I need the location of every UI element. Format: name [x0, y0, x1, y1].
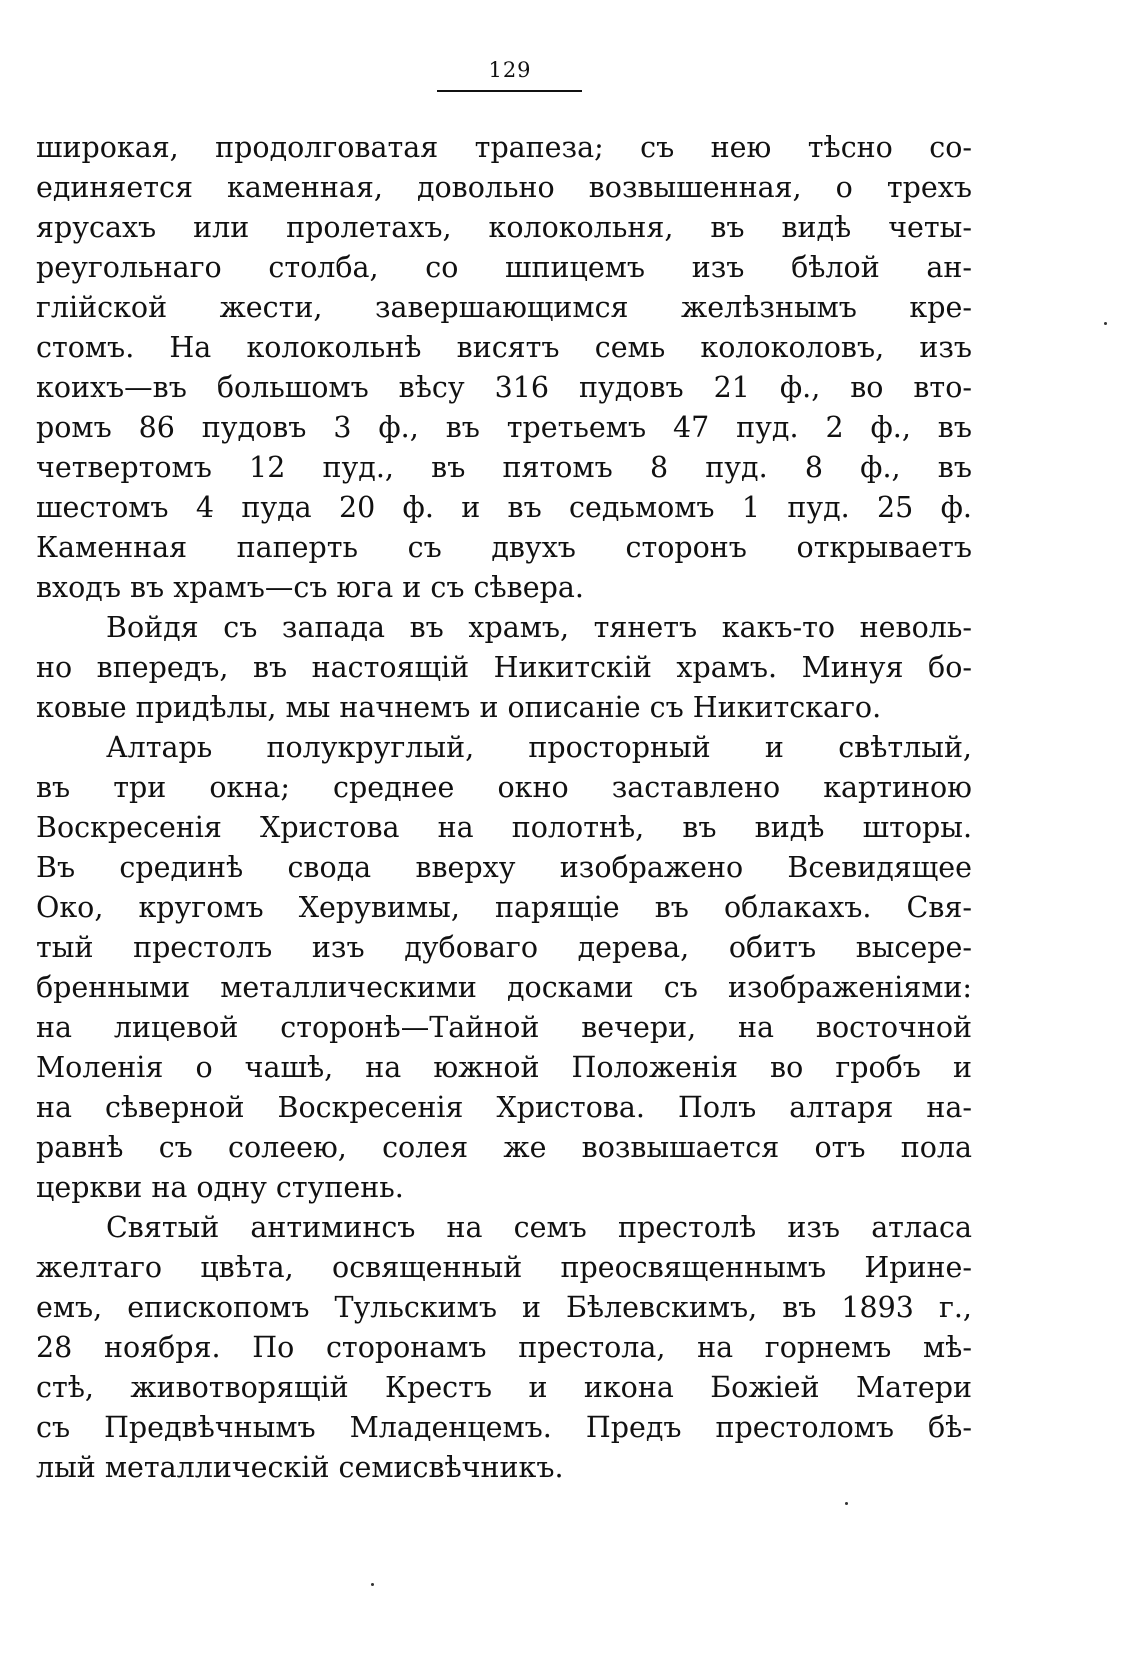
text-line: желтаго цвѣта, освященный преосвященнымъ Ирине-	[36, 1251, 972, 1284]
text-line: входъ въ храмъ—съ юга и съ сѣвера.	[36, 571, 584, 604]
text-line: въ три окна; среднее окно заставлено картиною	[36, 771, 972, 804]
text-line: шестомъ 4 пуда 20 ф. и въ седьмомъ 1 пуд. 25 ф.	[36, 491, 972, 524]
text-line: Святый антиминсъ на семъ престолѣ изъ атласа	[106, 1211, 972, 1244]
paragraph	[36, 128, 972, 608]
page-number: 129	[488, 58, 532, 82]
text-line: но впередъ, въ настоящій Никитскій храмъ. Минуя бо-	[36, 651, 972, 684]
text-line: церкви на одну ступень.	[36, 1171, 404, 1204]
paper-speck	[845, 1502, 848, 1505]
text-line: Войдя съ запада въ храмъ, тянетъ какъ-то неволь-	[106, 611, 972, 644]
text-line: равнѣ съ солеею, солея же возвышается отъ пола	[36, 1131, 972, 1164]
text-line: стомъ. На колокольнѣ висятъ семь колоколовъ, изъ	[36, 331, 972, 364]
text-line: Алтарь полукруглый, просторный и свѣтлый,	[106, 731, 972, 764]
paper-speck	[1104, 322, 1107, 325]
text-line: ромъ 86 пудовъ 3 ф., въ третьемъ 47 пуд. 2 ф., въ	[36, 411, 972, 444]
text-line: 28 ноября. По сторонамъ престола, на горнемъ мѣ-	[36, 1331, 972, 1364]
paragraph	[36, 608, 972, 728]
paragraph	[36, 728, 972, 1208]
text-line: на лицевой сторонѣ—Тайной вечери, на восточной	[36, 1011, 972, 1044]
text-line: на сѣверной Воскресенія Христова. Полъ алтаря на-	[36, 1091, 972, 1124]
text-line: бренными металлическими досками съ изображеніями:	[36, 971, 972, 1004]
body-text	[36, 128, 972, 1488]
text-line: Око, кругомъ Херувимы, парящіе въ облакахъ. Свя-	[36, 891, 972, 924]
text-line: Въ срединѣ свода вверху изображено Всевидящее	[36, 851, 972, 884]
text-line: емъ, епископомъ Тульскимъ и Бѣлевскимъ, въ 1893 г.,	[36, 1291, 972, 1324]
text-line: стѣ, животворящій Крестъ и икона Божіей Матери	[36, 1371, 972, 1404]
text-line: Каменная паперть съ двухъ сторонъ открываетъ	[36, 531, 972, 564]
text-line: единяется каменная, довольно возвышенная, о трехъ	[36, 171, 972, 204]
text-line: Моленія о чашѣ, на южной Положенія во гробъ и	[36, 1051, 972, 1084]
paper-speck	[371, 1583, 374, 1586]
page-number-rule	[437, 90, 582, 92]
text-line: Воскресенія Христова на полотнѣ, въ видѣ шторы.	[36, 811, 972, 844]
text-line: съ Предвѣчнымъ Младенцемъ. Предъ престоломъ бѣ-	[36, 1411, 972, 1444]
text-line: коихъ—въ большомъ вѣсу 316 пудовъ 21 ф., во вто-	[36, 371, 972, 404]
text-line: широкая, продолговатая трапеза; съ нею тѣсно со-	[36, 131, 972, 164]
text-line: реугольнаго столба, со шпицемъ изъ бѣлой ан-	[36, 251, 972, 284]
text-line: лый металлическій семисвѣчникъ.	[36, 1451, 564, 1484]
text-line: четвертомъ 12 пуд., въ пятомъ 8 пуд. 8 ф., въ	[36, 451, 972, 484]
text-line: ковые придѣлы, мы начнемъ и описаніе съ Никитскаго.	[36, 691, 882, 724]
paragraph	[36, 1208, 972, 1488]
text-line: глійской жести, завершающимся желѣзнымъ кре-	[36, 291, 972, 324]
text-line: ярусахъ или пролетахъ, колокольня, въ видѣ четы-	[36, 211, 972, 244]
text-line: тый престолъ изъ дубоваго дерева, обитъ высере-	[36, 931, 972, 964]
